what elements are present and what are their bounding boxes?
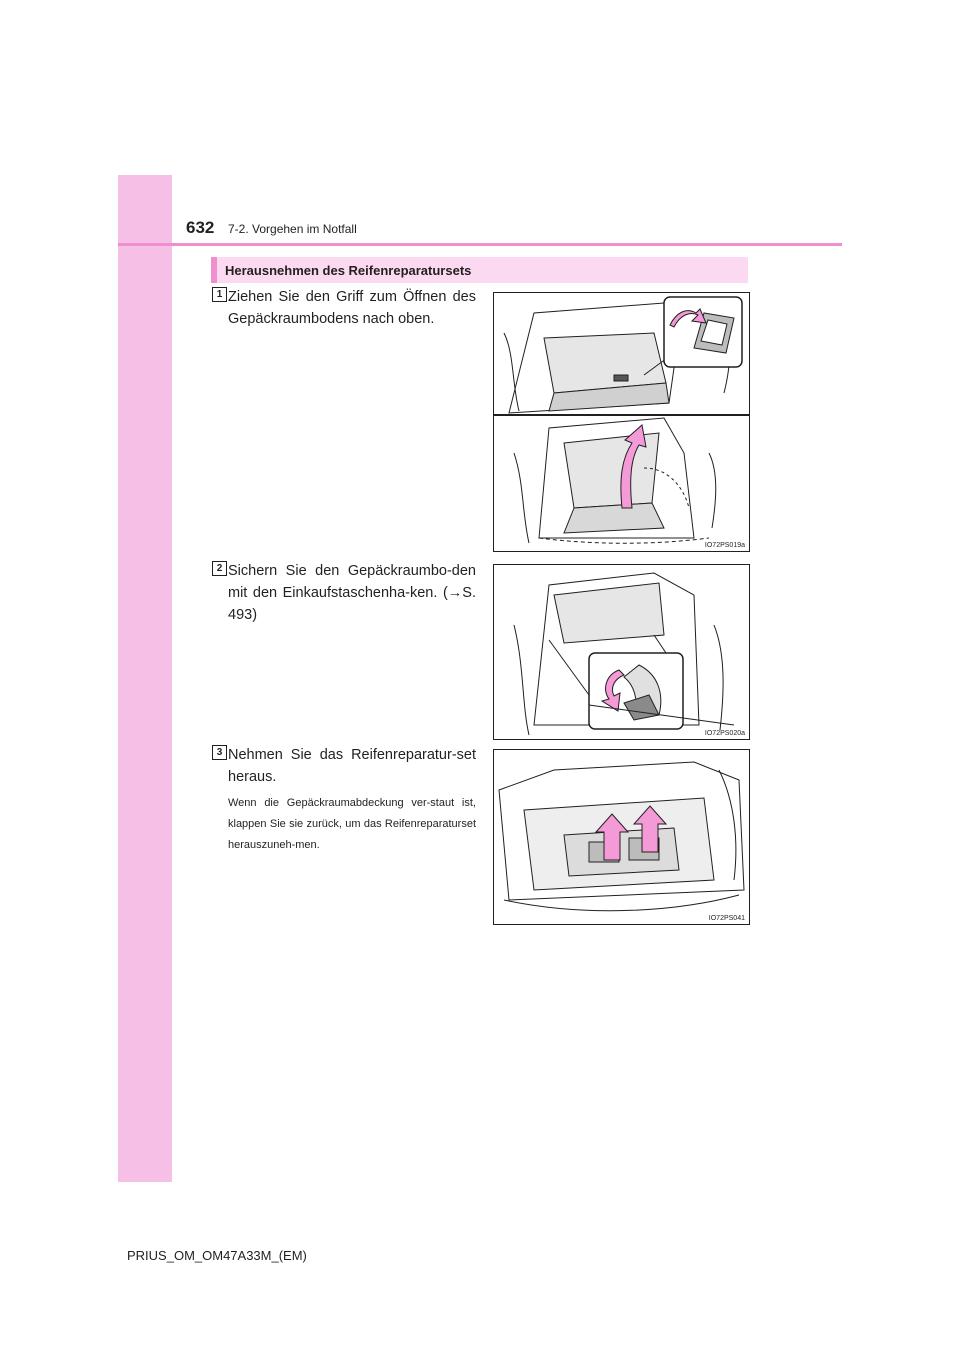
section-accent (211, 257, 217, 283)
section-title: Herausnehmen des Reifenreparatursets (225, 263, 472, 278)
figure-secure-floor-hooks (493, 564, 750, 740)
header-rule (118, 243, 842, 246)
step-number-2: 2 (212, 561, 227, 576)
figure-id: IO72PS019a (704, 542, 745, 549)
chapter-title: 7-2. Vorgehen im Notfall (228, 222, 357, 236)
step-3-text: Nehmen Sie das Reifenreparatur-set heraus. (228, 747, 476, 785)
step-3-note: Wenn die Gepäckraumabdeckung ver-staut ist, klappen Sie sie zurück, um das Reifenreparaturset herauszuneh-men. (228, 797, 476, 851)
step-number-1: 1 (212, 287, 227, 302)
step-number-3: 3 (212, 745, 227, 760)
step-2-text: Sichern Sie den Gepäckraumbo-den mit den Einkaufstaschenha-ken. (→S. 493) (228, 563, 476, 623)
repair-kit-illustration (494, 750, 749, 924)
figure-id: IO72PS041 (708, 915, 745, 922)
page-number: 632 (186, 218, 215, 237)
figure-id: IO72PS020a (704, 730, 745, 737)
side-tab-strip (118, 175, 172, 1182)
figure-open-luggage-floor (493, 292, 750, 552)
step-1-text: Ziehen Sie den Griff zum Öffnen des Gepäckraumbodens nach oben. (228, 289, 476, 327)
luggage-floor-illustration (494, 293, 749, 551)
section-heading (211, 257, 748, 283)
figure-remove-repair-kit (493, 749, 750, 925)
hook-illustration (494, 565, 749, 739)
footer-doc-code: PRIUS_OM_OM47A33M_(EM) (127, 1248, 307, 1263)
